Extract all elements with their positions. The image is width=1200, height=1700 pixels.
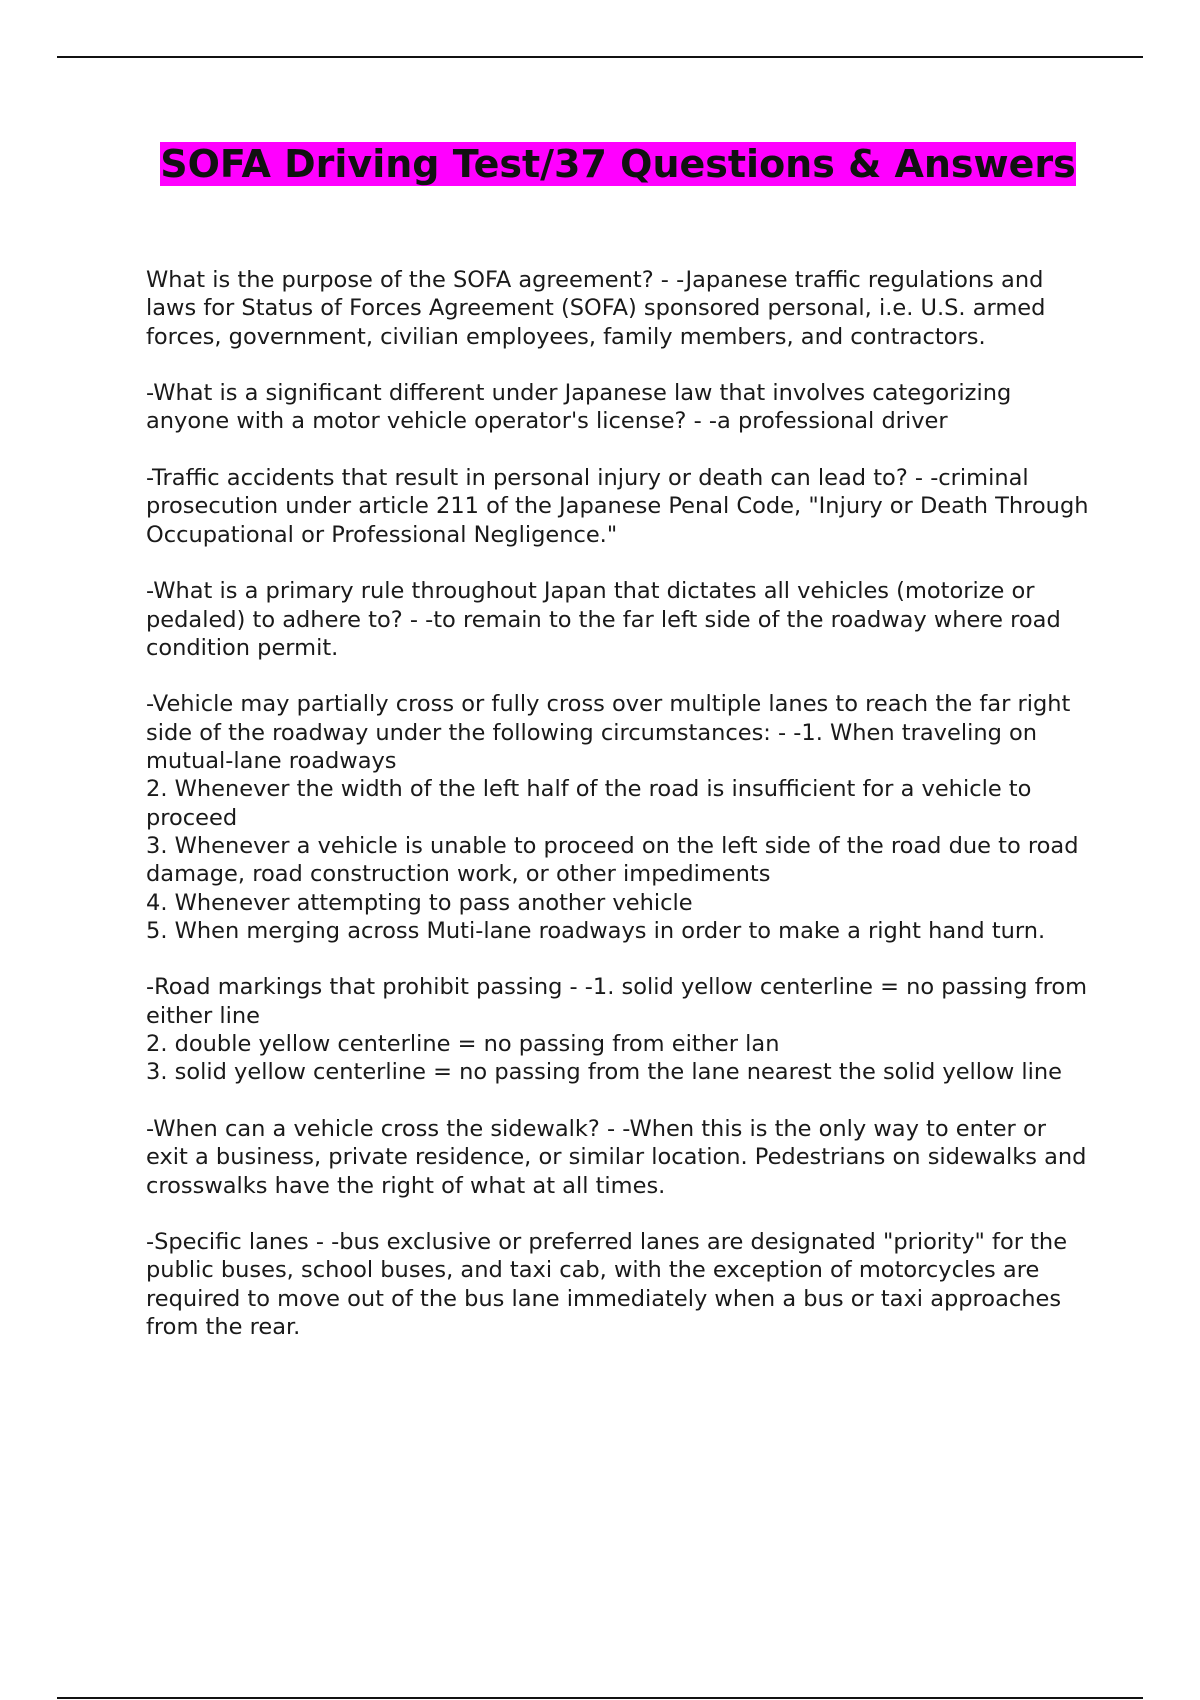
document-title: SOFA Driving Test/37 Questions & Answers (160, 142, 1076, 186)
page-top-rule (57, 56, 1143, 58)
qa-entry-5: -Vehicle may partially cross or fully cross over multiple lanes to reach the far right side of the roadway under the following circumstances: - -1. When traveling on mutual-lane roadways 2. Whenever the width of the left half of the road is insufficient for a vehicle to proceed 3. Whenever a vehicle is unable to proceed on the left side of the road due to road damage, road construction work, or other impediments 4. Whenever attempting to pass another vehicle 5. When merging across Muti-lane roadways in order to make a right hand turn. (146, 691, 1079, 944)
qa-entry-3: -Traffic accidents that result in personal injury or death can lead to? - -criminal prosecution under article 211 of the Japanese Penal Code, "Injury or Death Through Occupational or Professional Negligence." (146, 465, 1089, 548)
qa-entry-7: -When can a vehicle cross the sidewalk? - -When this is the only way to enter or exit a business, private residence, or similar location. Pedestrians on sidewalks and crosswalks have the right of what at all times. (146, 1115, 1087, 1199)
page-bottom-rule (57, 1697, 1143, 1699)
qa-entry-6: -Road markings that prohibit passing - -1. solid yellow centerline = no passing from either line 2. double yellow centerline = no passing from either lan 3. solid yellow centerline = no passing from the lane nearest the solid yellow line (146, 974, 1088, 1086)
qa-entry-1: What is the purpose of the SOFA agreement? - -Japanese traffic regulations and laws for Status of Forces Agreement (SOFA) sponsored personal, i.e. U.S. armed forces, government, civilian employees, family members, and contractors. (146, 267, 1046, 350)
qa-entry-2: -What is a significant different under Japanese law that involves categorizing anyone with a motor vehicle operator's license? - -a professional driver (146, 380, 1012, 435)
document-body (146, 266, 1090, 1370)
qa-entry-4: -What is a primary rule throughout Japan that dictates all vehicles (motorize or pedaled) to adhere to? - -to remain to the far left side of the roadway where road condition permit. (146, 578, 1061, 661)
document-title-block (146, 141, 1090, 188)
qa-entry-8: -Specific lanes - -bus exclusive or preferred lanes are designated "priority" for the public buses, school buses, and taxi cab, with the exception of motorcycles are required to move out of the bus lane immediately when a bus or taxi approaches from the rear. (146, 1229, 1068, 1340)
